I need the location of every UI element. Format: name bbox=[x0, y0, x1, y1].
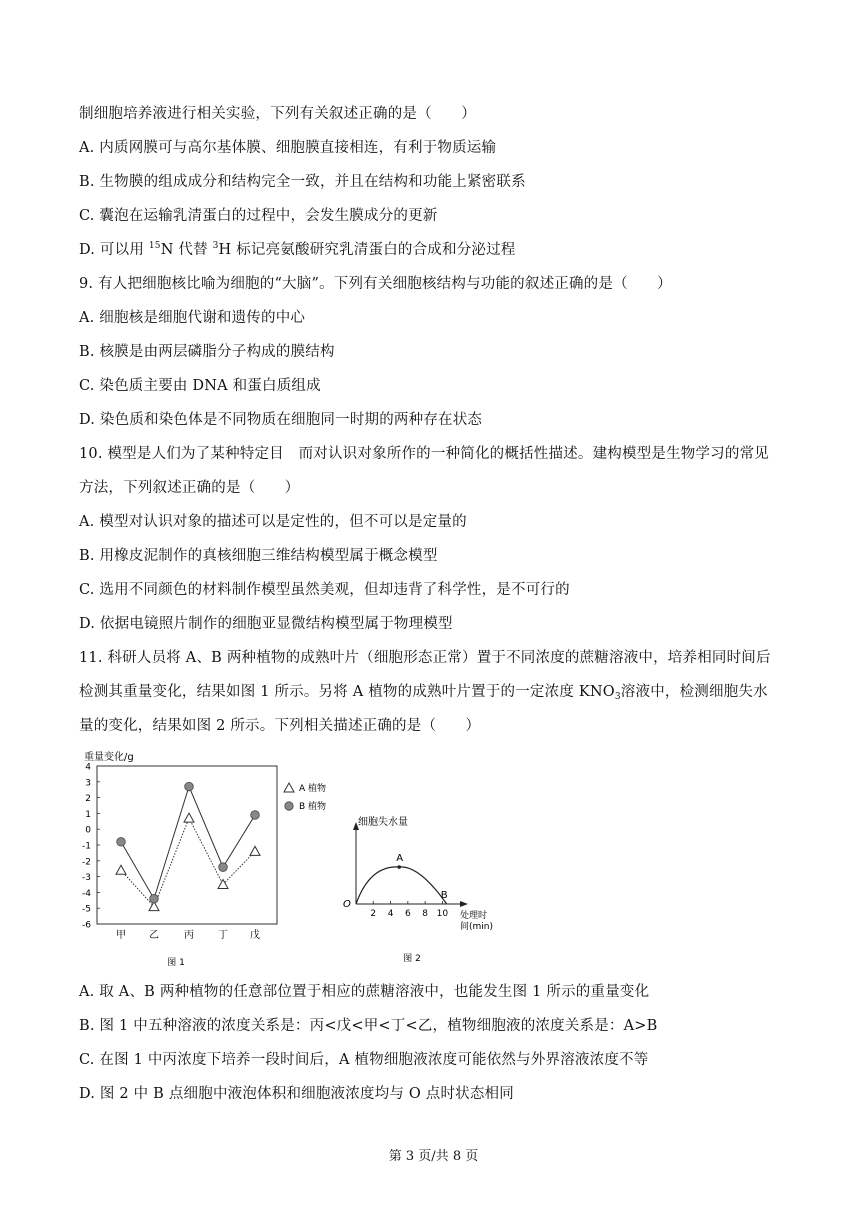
figure-2-chart bbox=[336, 808, 506, 974]
legend-b-label: B 植物 bbox=[299, 802, 327, 812]
series-a-point bbox=[250, 846, 260, 855]
fig1-y-tick-label: -3 bbox=[82, 873, 91, 884]
fig1-y-tick-label: -2 bbox=[82, 857, 91, 868]
fig1-y-tick-label: 2 bbox=[85, 794, 91, 805]
q10-option-c: C. 选用不同颜色的材料制作模型虽然美观，但却违背了科学性，是不可行的 bbox=[79, 582, 570, 598]
fig1-y-tick-label: 4 bbox=[85, 762, 91, 773]
q10-option-d: D. 依据电镜照片制作的细胞亚显微结构模型属于物理模型 bbox=[79, 616, 453, 632]
q10-option-b: B. 用橡皮泥制作的真核细胞三维结构模型属于概念模型 bbox=[79, 548, 438, 564]
fig1-x-tick-label: 丁 bbox=[218, 930, 228, 941]
q11-stem-2-text-2: 溶液中，检测细胞失水 bbox=[620, 684, 768, 700]
fig1-y-tick-label: -6 bbox=[82, 920, 91, 931]
question-11-stem-3: 量的变化，结果如图 2 所示。下列相关描述正确的是（ ） bbox=[79, 718, 481, 734]
fig2-x-axis-label-1: 处理时 bbox=[460, 911, 488, 921]
fig2-x-arrow-icon bbox=[460, 901, 468, 907]
q10-option-a: A. 模型对认识对象的描述可以是定性的，但不可以是定量的 bbox=[79, 514, 467, 530]
fig2-x-tick-label: 6 bbox=[404, 909, 411, 919]
question-10-stem: 10. 模型是人们为了某种特定目 而对认识对象所作的一种简化的概括性描述。建构模型是生物学习的常见 bbox=[79, 446, 769, 462]
fig1-y-tick-label: -4 bbox=[82, 888, 91, 899]
fig2-x-tick-label: 8 bbox=[422, 909, 428, 919]
figure-1-chart bbox=[76, 748, 284, 974]
series-b-point bbox=[117, 838, 126, 847]
q11-option-a: A. 取 A、B 两种植物的任意部位置于相应的蔗糖溶液中，也能发生图 1 所示的重量变化 bbox=[79, 984, 650, 1000]
isotope-3-sup: 3 bbox=[212, 241, 219, 251]
fig1-caption: 图 1 bbox=[167, 958, 185, 968]
q8-option-d-text-1: D. 可以用 bbox=[79, 242, 149, 258]
series-b-point bbox=[251, 811, 260, 820]
question-9-stem: 9. 有人把细胞核比喻为细胞的“大脑”。下列有关细胞核结构与功能的叙述正确的是（ ） bbox=[79, 276, 672, 292]
fig1-y-tick-label: 1 bbox=[85, 809, 91, 820]
fig2-x-tick-label: 10 bbox=[436, 909, 449, 919]
series-a-line bbox=[121, 818, 255, 907]
q9-option-d: D. 染色质和染色体是不同物质在细胞同一时期的两种存在状态 bbox=[79, 412, 483, 428]
series-b-point bbox=[219, 863, 228, 872]
legend-a-label: A 植物 bbox=[299, 784, 327, 794]
fig2-point-a-label: A bbox=[396, 853, 404, 865]
q11-option-d: D. 图 2 中 B 点细胞中液泡体积和细胞液浓度均与 O 点时状态相同 bbox=[79, 1086, 514, 1102]
fig1-y-tick-label: -5 bbox=[82, 904, 91, 915]
q9-option-c: C. 染色质主要由 DNA 和蛋白质组成 bbox=[79, 378, 321, 394]
series-a-point bbox=[184, 813, 194, 822]
q8-option-d-text-3: H 标记亮氨酸研究乳清蛋白的合成和分泌过程 bbox=[218, 242, 516, 258]
legend-a-triangle-icon bbox=[284, 783, 294, 792]
page-number-footer: 第 3 页/共 8 页 bbox=[388, 1149, 479, 1164]
series-a-point bbox=[116, 865, 126, 874]
q8-option-c: C. 囊泡在运输乳清蛋白的过程中，会发生膜成分的更新 bbox=[79, 208, 438, 224]
q8-option-d bbox=[79, 240, 516, 260]
q11-option-b: B. 图 1 中五种溶液的浓度关系是：丙<戊<甲<丁<乙，植物细胞液的浓度关系是：A>B bbox=[79, 1018, 658, 1034]
isotope-15-sup: 15 bbox=[148, 241, 161, 251]
series-b-point bbox=[185, 782, 194, 791]
fig2-caption: 图 2 bbox=[403, 954, 421, 964]
question-11-stem: 11. 科研人员将 A、B 两种植物的成熟叶片（细胞形态正常）置于不同浓度的蔗糖溶液中，培养相同时间后 bbox=[79, 650, 771, 666]
fig1-y-tick-label: 3 bbox=[85, 778, 91, 789]
question-10-stem-2: 方法，下列叙述正确的是（ ） bbox=[79, 480, 300, 496]
fig1-x-tick-label: 戊 bbox=[250, 930, 260, 941]
fig1-y-tick-label: 0 bbox=[85, 825, 91, 836]
question-8-stem-end: 制细胞培养液进行相关实验，下列有关叙述正确的是（ ） bbox=[79, 106, 476, 122]
series-b-line bbox=[121, 787, 255, 899]
legend-b-circle-icon bbox=[285, 802, 293, 810]
fig2-x-tick-label: 2 bbox=[370, 909, 377, 919]
q9-option-a: A. 细胞核是细胞代谢和遗传的中心 bbox=[79, 310, 306, 326]
fig1-x-tick-label: 甲 bbox=[116, 930, 126, 941]
fig2-origin-label: O bbox=[343, 899, 351, 910]
fig2-point-a bbox=[397, 865, 401, 869]
series-a-point bbox=[218, 880, 228, 889]
q8-option-a: A. 内质网膜可与高尔基体膜、细胞膜直接相连，有利于物质运输 bbox=[79, 140, 497, 156]
fig1-y-axis-label: 重量变化/g bbox=[84, 752, 134, 763]
fig2-curve bbox=[356, 867, 447, 904]
fig2-point-b-label: B bbox=[440, 890, 448, 901]
series-b-point bbox=[150, 894, 159, 903]
q11-stem-2-text-1: 检测其重量变化，结果如图 1 所示。另将 A 植物的成熟叶片置于的一定浓度 KNO bbox=[79, 684, 615, 700]
kno3-sub: 3 bbox=[614, 692, 621, 702]
fig1-x-tick-label: 乙 bbox=[149, 930, 159, 941]
q8-option-b: B. 生物膜的组成成分和结构完全一致，并且在结构和功能上紧密联系 bbox=[79, 174, 526, 190]
question-11-stem-2 bbox=[79, 682, 768, 702]
q9-option-b: B. 核膜是由两层磷脂分子构成的膜结构 bbox=[79, 344, 335, 360]
fig2-x-axis-label-2: 间(min) bbox=[460, 922, 493, 932]
fig1-x-tick-label: 丙 bbox=[184, 930, 194, 941]
figure-1-legend bbox=[280, 776, 340, 816]
fig1-y-tick-label: -1 bbox=[82, 841, 91, 852]
fig2-y-axis-label: 细胞失水量 bbox=[358, 817, 408, 828]
fig2-x-tick-label: 4 bbox=[387, 909, 394, 919]
q11-option-c: C. 在图 1 中丙浓度下培养一段时间后，A 植物细胞液浓度可能依然与外界溶液浓度不等 bbox=[79, 1052, 649, 1068]
q8-option-d-text-2: N 代替 bbox=[160, 242, 213, 258]
